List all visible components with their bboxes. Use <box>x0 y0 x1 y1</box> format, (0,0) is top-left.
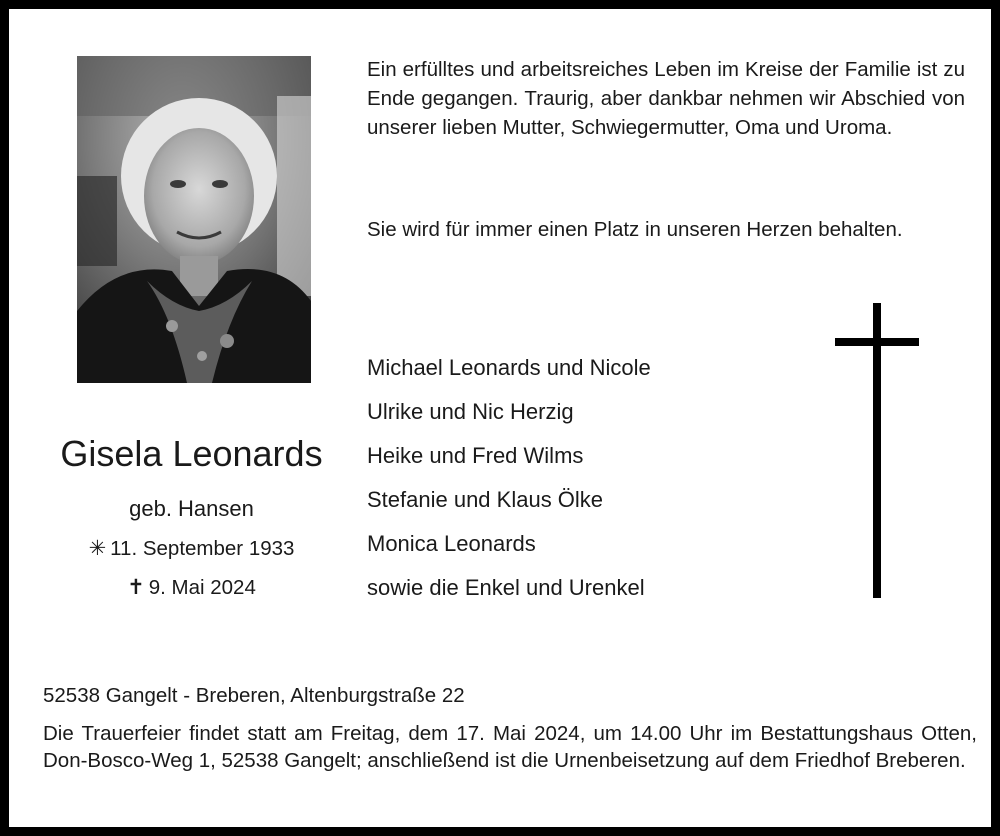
birth-date-line <box>29 535 354 563</box>
cross-icon <box>873 303 881 598</box>
death-date-line <box>29 574 354 602</box>
intro-text <box>367 55 965 142</box>
birth-name: geb. Hansen <box>129 496 254 521</box>
mourner-item: Stefanie und Klaus Ölke <box>367 487 604 512</box>
birth-star-icon: ✳ <box>88 537 107 560</box>
mourner-item: sowie die Enkel und Urenkel <box>367 575 645 600</box>
deceased-name: Gisela Leonards <box>60 433 323 474</box>
cross-icon-crossbar <box>835 338 919 346</box>
mourner-item: Ulrike und Nic Herzig <box>367 399 574 424</box>
portrait-photo <box>77 56 311 383</box>
service-info: Die Trauerfeier findet statt am Freitag, dem 17. Mai 2024, um 14.00 Uhr im Bestattungshaus Otten, Don-Bosco-Weg 1, 52538 Gangelt; anschließend ist die Urnenbeisetzung auf dem Friedhof Breberen. <box>43 722 977 772</box>
motto-text: Sie wird für immer einen Platz in unseren Herzen behalten. <box>367 218 903 241</box>
death-cross-icon: ✝ <box>127 576 145 599</box>
mourners-list <box>367 352 651 616</box>
intro-paragraph: Ein erfülltes und arbeitsreiches Leben im Kreise der Familie ist zu Ende gegangen. Traurig, aber dankbar nehmen wir Abschied von unserer lieben Mutter, Schwiegermutter, Oma und Uroma. <box>367 58 965 139</box>
mourner-item: Monica Leonards <box>367 531 536 556</box>
mourner-item: Heike und Fred Wilms <box>367 443 584 468</box>
address: 52538 Gangelt - Breberen, Altenburgstraße 22 <box>43 684 465 707</box>
mourner-item: Michael Leonards und Nicole <box>367 355 651 380</box>
death-date: 9. Mai 2024 <box>148 576 256 599</box>
birth-date: 11. September 1933 <box>110 537 295 560</box>
